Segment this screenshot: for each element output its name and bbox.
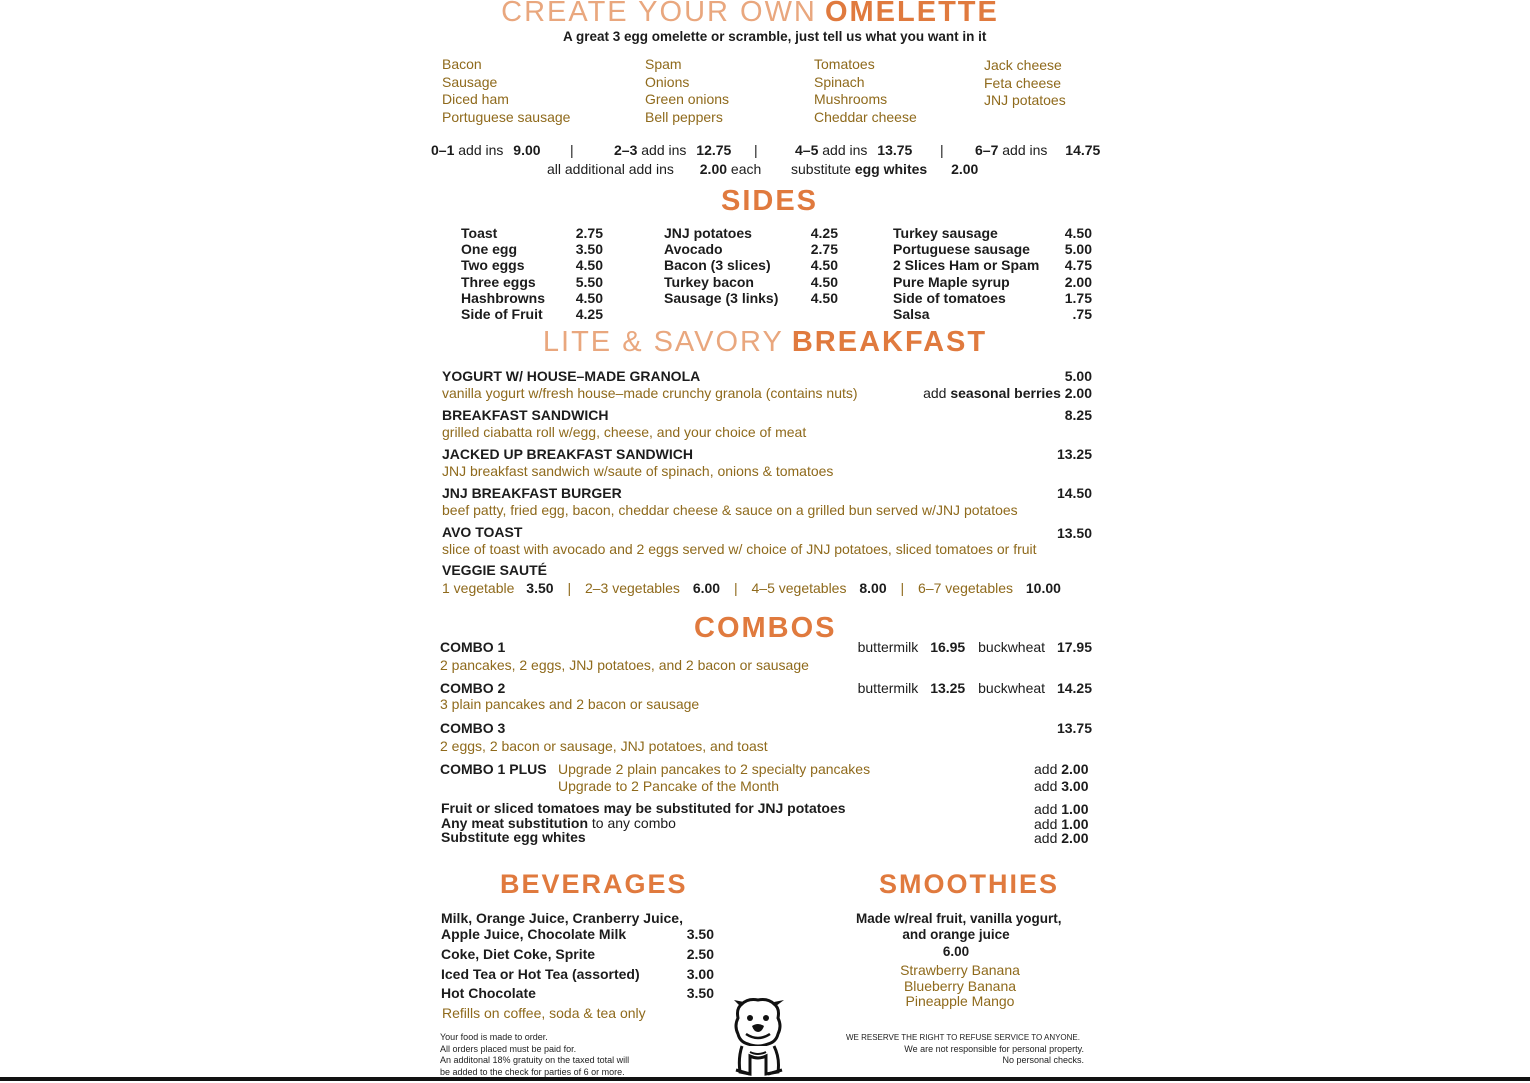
side-name: Turkey sausage [893,225,998,241]
veggie-option-price: 3.50 [526,580,554,596]
buckwheat-price: 17.95 [1056,639,1092,655]
side-item [461,306,603,322]
substitution-bold: Fruit or sliced tomatoes may be substituted for JNJ potatoes [441,800,846,816]
substitution-prices [1034,802,1089,846]
breakfast-item-price: 13.50 [1056,525,1092,541]
side-name: Two eggs [461,257,525,274]
footer-note: No personal checks. [1002,1055,1084,1066]
substitute-item: egg whites [854,161,928,177]
combo-desc: 2 pancakes, 2 eggs, JNJ potatoes, and 2 bacon or sausage [440,657,809,673]
side-name: Hashbrowns [461,289,546,306]
side-item [461,257,603,273]
ingredient: Jack cheese [984,57,1062,73]
buckwheat-price: 14.25 [1056,680,1092,696]
ingredient: Portuguese sausage [442,108,571,125]
breakfast-item-name: BREAKFAST SANDWICH [442,407,609,423]
ingredients-col-4 [984,57,1066,110]
side-item [893,257,1092,273]
plus-price: 3.00 [1061,777,1089,794]
combo-substitutions [441,801,846,845]
ingredients-col-1 [442,56,570,126]
side-item [664,290,838,306]
side-price: 3.50 [575,241,603,258]
breakfast-item-price: 5.00 [1064,368,1092,384]
combo-name: COMBO 2 [440,680,506,696]
omelette-tier [795,142,912,158]
tier-price: 13.75 [877,142,913,158]
buttermilk-label: buttermilk [857,639,919,655]
combo-prices [858,639,1092,655]
smoothies-desc-line: and orange juice [902,926,1010,942]
smoothie-flavor: Blueberry Banana [903,977,1017,994]
plus-option-price-row [1034,761,1089,778]
side-item [893,290,1092,306]
breakfast-item [442,368,1092,401]
combo-item [440,680,1092,712]
breakfast-item-desc: JNJ breakfast sandwich w/saute of spinach, onions & tomatoes [442,463,834,479]
footer-note: An additonal 18% gratuity on the taxed total will [440,1055,630,1066]
tier-separator: | [754,142,758,158]
side-price: 4.50 [575,289,603,306]
side-name: JNJ potatoes [664,225,752,241]
smoothies-desc-line: Made w/real fruit, vanilla yogurt, [856,911,1062,926]
beverages-list [441,910,714,1001]
veggie-option-label: 1 vegetable [442,580,515,596]
footer-note: Your food is made to order. [440,1032,548,1042]
breakfast-item-desc: vanilla yogurt w/fresh house–made crunchy granola (contains nuts) [442,385,858,401]
ingredient: Bacon [442,56,482,72]
side-name: One egg [461,241,518,258]
side-name: Toast [461,225,498,241]
sides-title: SIDES [721,185,819,217]
breakfast-item [442,407,1092,440]
side-price: 4.50 [1064,225,1092,241]
side-item [461,274,603,290]
beverage-price: 3.50 [686,985,714,1001]
substitute-label: substitute [791,161,851,177]
veggie-saute-name: VEGGIE SAUTÉ [442,562,548,578]
ingredients-col-2 [645,56,729,126]
ingredient: Diced ham [442,91,509,107]
omelette-tier [614,142,731,158]
side-name: Sausage (3 links) [664,289,779,306]
combo-desc: 3 plain pancakes and 2 bacon or sausage [440,696,700,712]
plus-option-price-row [1034,778,1089,795]
substitution-price: 1.00 [1061,815,1089,832]
omelette-tier [975,142,1100,158]
side-price: 2.75 [575,225,603,241]
side-price: 4.50 [810,257,838,274]
tier-price: 12.75 [696,142,732,158]
side-name: Bacon (3 slices) [664,257,771,274]
substitution-price-row [1034,802,1089,817]
side-price: 4.50 [810,273,838,290]
tier-label: add ins [1002,142,1048,158]
extra-item: seasonal berries [950,385,1061,401]
additional-add-ins [547,161,761,177]
tier-range: 4–5 [795,142,819,158]
substitution-line [441,816,846,831]
beverage-name: Iced Tea or Hot Tea (assorted) [441,966,640,982]
substitute-egg-whites [791,161,978,177]
combos-title: COMBOS [694,612,837,644]
omelette-title [0,0,1500,29]
additional-unit: each [730,161,762,177]
veggie-option-label: 6–7 vegetables [918,580,1013,596]
side-name: Portuguese sausage [893,241,1030,258]
substitution-add: add [1034,801,1058,817]
footer-note: All orders placed must be paid for. [440,1043,577,1054]
side-price: 5.50 [575,273,603,290]
breakfast-title-light: LITE & SAVORY [542,326,784,358]
substitution-bold: Any meat substitution [441,814,589,831]
combo-plus-prices [1034,761,1089,794]
breakfast-item-desc: grilled ciabatta roll w/egg, cheese, and your choice of meat [442,424,807,440]
side-price: .75 [1072,306,1092,323]
side-name: Side of tomatoes [893,289,1006,306]
side-price: 4.25 [810,225,838,241]
breakfast-item-extra [923,385,1092,401]
substitution-price-row [1034,817,1089,832]
ingredient: Cheddar cheese [814,108,917,125]
beverage-price: 3.50 [686,926,714,942]
side-price: 5.00 [1064,241,1092,258]
side-name: Side of Fruit [461,306,543,323]
side-item [664,274,838,290]
breakfast-item [442,524,1092,557]
veggie-option-label: 4–5 vegetables [751,580,847,596]
ingredient: Mushrooms [814,91,888,107]
side-item [664,241,838,257]
tier-price: 14.75 [1065,142,1101,158]
side-price: 4.25 [575,306,603,323]
tier-label: add ins [822,142,868,158]
extra-prefix: add [923,385,947,401]
plus-option-label: Upgrade to 2 Pancake of the Month [558,777,780,794]
additional-price: 2.00 [699,161,728,177]
buttermilk-price: 16.95 [930,639,966,655]
ingredient: Onions [645,73,690,90]
substitution-price: 2.00 [1061,830,1089,846]
smoothie-flavor: Pineapple Mango [905,993,1015,1009]
beverage-price: 2.50 [686,946,714,962]
side-item [461,225,603,241]
combo-item [440,639,1092,673]
breakfast-item [442,446,1092,479]
side-name: 2 Slices Ham or Spam [893,257,1040,274]
veggie-separator: | [900,580,905,596]
tier-range: 0–1 [431,142,455,158]
breakfast-item-price: 8.25 [1064,407,1092,423]
breakfast-title-bold: BREAKFAST [791,326,988,358]
side-price: 1.75 [1064,289,1092,306]
veggie-saute-options [442,580,1061,596]
sides-col-3 [893,225,1092,322]
substitution-line [441,801,846,816]
side-price: 4.75 [1064,257,1092,274]
side-item [664,257,838,273]
buttermilk-label: buttermilk [857,680,919,696]
veggie-separator: | [733,580,738,596]
side-price: 4.50 [810,289,838,306]
substitution-rest: to any combo [588,814,676,831]
veggie-option-price: 6.00 [692,580,721,596]
substitute-price: 2.00 [951,161,979,177]
ingredient: Feta cheese [984,74,1062,91]
plus-add: add [1034,777,1058,794]
combo-item [440,720,1092,754]
buttermilk-price: 13.25 [930,680,966,696]
beverages-title: BEVERAGES [500,869,688,899]
breakfast-item-name: JACKED UP BREAKFAST SANDWICH [442,446,693,462]
smoothie-flavors [860,963,1060,1010]
veggie-option-price: 10.00 [1025,580,1061,596]
plus-price: 2.00 [1061,761,1089,777]
tier-separator: | [570,142,574,158]
ingredient: Bell peppers [645,108,723,125]
breakfast-item-name: JNJ BREAKFAST BURGER [442,485,622,501]
beverage-name: Hot Chocolate [441,985,536,1001]
combo-plus-name: COMBO 1 PLUS [440,761,547,777]
side-name: Turkey bacon [664,273,754,290]
ingredient: Sausage [442,73,498,90]
breakfast-item-name: YOGURT W/ HOUSE–MADE GRANOLA [442,368,701,384]
omelette-subtitle: A great 3 egg omelette or scramble, just tell us what you want in it [563,29,987,44]
veggie-option-label: 2–3 vegetables [584,580,680,596]
ingredient: Spam [645,56,682,72]
sides-col-2 [664,225,838,306]
buckwheat-label: buckwheat [978,680,1046,696]
beverage-price: 3.00 [686,966,714,982]
beverage-name-2: Apple Juice, Chocolate Milk [441,926,627,942]
veggie-option-price: 8.00 [859,580,887,596]
side-name: Avocado [664,241,723,258]
side-item [893,225,1092,241]
breakfast-item-name: AVO TOAST [442,524,523,540]
tier-range: 6–7 [975,142,999,158]
substitution-bold: Substitute egg whites [441,829,586,845]
beverage-item [441,946,714,962]
plus-option-label: Upgrade 2 plain pancakes to 2 specialty pancakes [558,761,871,777]
beverage-item [441,966,714,982]
combo-name: COMBO 1 [440,639,506,655]
tier-separator: | [940,142,944,158]
tier-label: add ins [641,142,687,158]
substitution-add: add [1034,830,1058,846]
tier-label: add ins [458,142,504,158]
beverage-item [441,985,714,1001]
bulldog-icon-graphic [728,996,790,1078]
substitution-line [441,830,846,845]
side-item [461,241,603,257]
smoothies-description [856,911,1062,960]
side-item [664,225,838,241]
smoothies-price: 6.00 [942,944,970,959]
footer-note: WE RESERVE THE RIGHT TO REFUSE SERVICE TO ANYONE. [846,1033,1080,1042]
beverage-name: Milk, Orange Juice, Cranberry Juice, [441,910,683,926]
plus-add: add [1034,761,1058,777]
buckwheat-label: buckwheat [978,639,1046,655]
side-item [461,290,603,306]
ingredient: Spinach [814,73,865,90]
smoothie-flavor: Strawberry Banana [900,962,1020,978]
combo-prices [858,680,1092,696]
veggie-separator: | [567,580,572,596]
side-price: 2.75 [810,241,838,258]
side-name: Salsa [893,306,930,323]
smoothies-title: SMOOTHIES [879,869,1060,899]
ingredient: JNJ potatoes [984,92,1066,108]
ingredient: Green onions [645,91,730,107]
bottom-border [0,1077,1530,1081]
breakfast-item-price: 14.50 [1056,485,1092,501]
beverage-name: Coke, Diet Coke, Sprite [441,946,596,962]
side-item [893,241,1092,257]
side-name: Three eggs [461,273,536,290]
combo-price: 13.75 [1056,720,1092,736]
footer-note: We are not responsible for personal property. [904,1043,1084,1054]
side-item [893,274,1092,290]
substitution-price-row [1034,831,1089,846]
breakfast-item [442,485,1092,518]
footer-left-notes [440,1032,629,1078]
beverage-item [441,910,714,942]
ingredient: Tomatoes [814,56,875,72]
additional-label: all additional add ins [547,161,674,177]
ingredients-col-3 [814,56,917,126]
substitution-price: 1.00 [1061,801,1089,817]
breakfast-item-desc: slice of toast with avocado and 2 eggs served w/ choice of JNJ potatoes, sliced tomatoes or fruit [442,541,1037,557]
extra-price: 2.00 [1064,385,1092,401]
breakfast-item-desc: beef patty, fried egg, bacon, cheddar cheese & sauce on a grilled bun served w/JNJ potatoes [442,502,1018,518]
tier-price: 9.00 [513,142,541,158]
omelette-title-bold: OMELETTE [824,0,999,28]
bulldog-icon [728,996,790,1078]
tier-range: 2–3 [614,142,638,158]
omelette-tier [431,142,541,158]
side-price: 2.00 [1064,273,1092,290]
side-name: Pure Maple syrup [893,273,1010,290]
combo-name: COMBO 3 [440,720,506,736]
side-item [893,306,1092,322]
sides-col-1 [461,225,603,322]
breakfast-title [0,326,1530,359]
omelette-title-light: CREATE YOUR OWN [501,0,817,28]
side-price: 4.50 [575,257,603,274]
footer-right-notes [846,1032,1084,1067]
substitution-add: add [1034,815,1058,832]
combo-plus-options [558,761,870,794]
footer-note: be added to the check for parties of 6 or more. [440,1066,625,1077]
refills-note: Refills on coffee, soda & tea only [442,1005,646,1021]
breakfast-item-price: 13.25 [1056,446,1092,462]
combo-desc: 2 eggs, 2 bacon or sausage, JNJ potatoes, and toast [440,738,768,754]
